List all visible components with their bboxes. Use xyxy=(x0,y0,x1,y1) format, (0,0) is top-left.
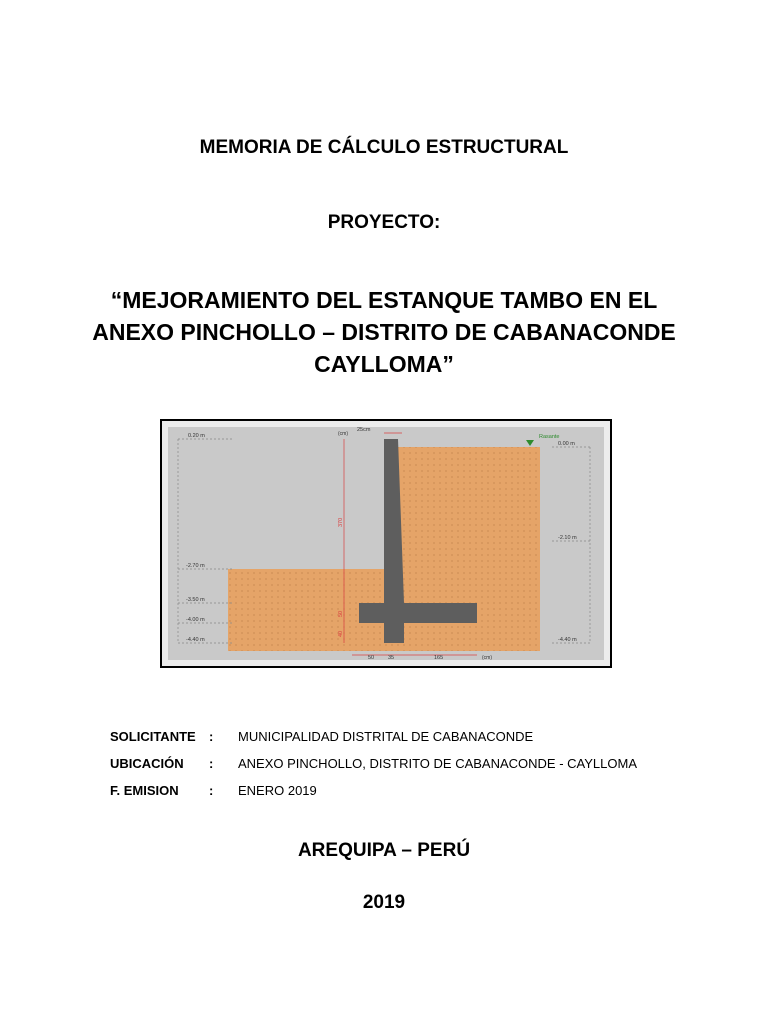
footing-dim-2: 40 xyxy=(338,630,344,637)
info-separator: : xyxy=(209,783,214,798)
stem-height-label: 370 xyxy=(338,517,344,527)
left-level-2: -2.70 m xyxy=(186,563,205,569)
retaining-wall-drawing xyxy=(160,419,612,668)
surface-label: Rasante xyxy=(539,434,560,440)
base-dim-1: 50 xyxy=(368,655,375,661)
project-name-line-1: “MEJORAMIENTO DEL ESTANQUE TAMBO EN EL xyxy=(110,287,658,313)
year-label: 2019 xyxy=(362,892,406,913)
wall-footing xyxy=(359,603,477,623)
project-name xyxy=(0,284,768,380)
wall-key xyxy=(384,623,404,643)
info-label: UBICACIÓN xyxy=(110,756,184,771)
project-label: PROYECTO: xyxy=(327,212,441,233)
top-dimension: 25cm xyxy=(357,427,371,433)
left-level-3: -3.50 m xyxy=(186,597,205,603)
left-level-5: -4.40 m xyxy=(186,637,205,643)
right-level-1: 0.00 m xyxy=(558,441,575,447)
base-dim-2: 35 xyxy=(388,655,395,661)
info-value: MUNICIPALIDAD DISTRITAL DE CABANACONDE xyxy=(238,729,534,744)
unit-label-top: (cm) xyxy=(338,431,348,437)
info-value: ENERO 2019 xyxy=(238,783,317,798)
left-level-4: -4.00 m xyxy=(186,617,205,623)
info-separator: : xyxy=(209,729,214,744)
project-name-line-3: CAYLLOMA” xyxy=(314,351,454,377)
unit-label-bottom: (cm) xyxy=(482,655,492,661)
footing-dim-1: 50 xyxy=(338,610,344,617)
info-label: F. EMISION xyxy=(110,783,179,798)
right-level-2: -2.10 m xyxy=(558,535,577,541)
place-label: AREQUIPA – PERÚ xyxy=(297,840,471,861)
info-value: ANEXO PINCHOLLO, DISTRITO DE CABANACONDE - CAYLLOMA xyxy=(238,756,637,771)
document-title: MEMORIA DE CÁLCULO ESTRUCTURAL xyxy=(199,137,569,158)
info-separator: : xyxy=(209,756,214,771)
left-level-1: 0.20 m xyxy=(188,433,205,439)
info-label: SOLICITANTE xyxy=(110,729,196,744)
project-name-line-2: ANEXO PINCHOLLO – DISTRITO DE CABANACONDE xyxy=(92,319,676,345)
base-dim-3: 165 xyxy=(434,655,444,661)
right-level-3: -4.40 m xyxy=(558,637,577,643)
